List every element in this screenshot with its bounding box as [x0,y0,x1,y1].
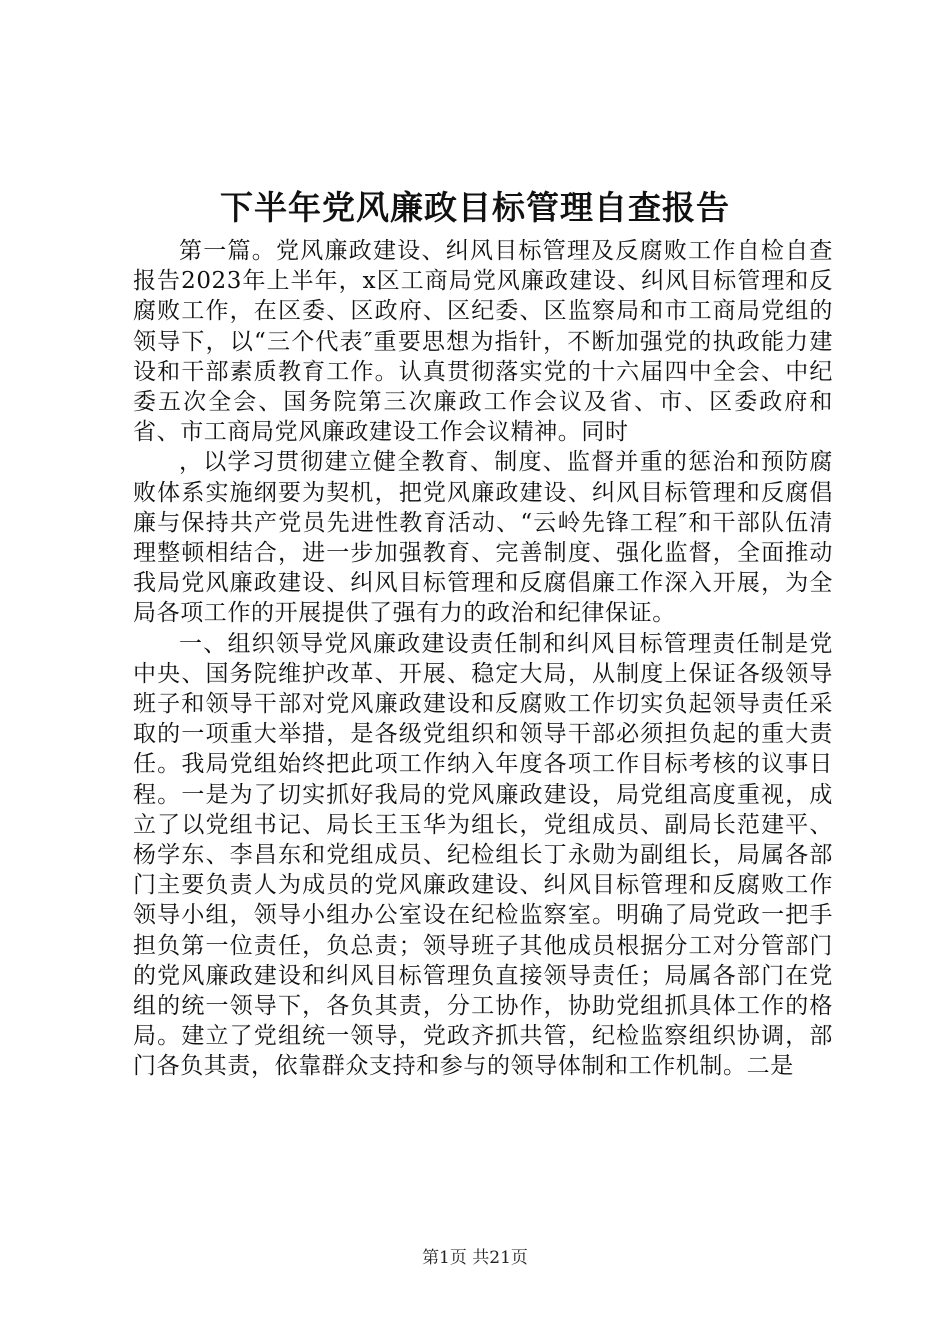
body-paragraph: ，以学习贯彻建立健全教育、制度、监督并重的惩治和预防腐败体系实施纲要为契机，把党风廉政建设、纠风目标管理和反腐倡廉与保持共产党员先进性教育活动、“云岭先锋工程″和干部队伍清理整顿相结合，进一步加强教育、完善制度、强化监督，全面推动我局党风廉政建设、纠风目标管理和反腐倡廉工作深入开展，为全局各项工作的开展提供了强有力的政治和纪律保证。 [133,449,833,627]
document-body [133,236,833,1082]
body-paragraph: 一、组织领导党风廉政建设责任制和纠风目标管理责任制是党中央、国务院维护改革、开展、稳定大局，从制度上保证各级领导班子和领导干部对党风廉政建设和反腐败工作切实负起领导责任采取的一项重大举措，是各级党组织和领导干部必须担负起的重大责任。我局党组始终把此项工作纳入年度各项工作目标考核的议事日程。一是为了切实抓好我局的党风廉政建设，局党组高度重视，成立了以党组书记、局长王玉华为组长，党组成员、副局长范建平、杨学东、李昌东和党组成员、纪检组长丁永勋为副组长，局属各部门主要负责人为成员的党风廉政建设、纠风目标管理和反腐败工作领导小组，领导小组办公室设在纪检监察室。明确了局党政一把手担负第一位责任，负总责；领导班子其他成员根据分工对分管部门的党风廉政建设和纠风目标管理负直接领导责任；局属各部门在党组的统一领导下，各负其责，分工协作，协助党组抓具体工作的格局。建立了党组统一领导，党政齐抓共管，纪检监察组织协调，部门各负其责，依靠群众支持和参与的领导体制和工作机制。二是 [133,630,833,1080]
page-footer-pagination: 第1页 共21页 [422,1248,528,1268]
body-paragraph: 第一篇。党风廉政建设、纠风目标管理及反腐败工作自检自查报告2023年上半年，x区工商局党风廉政建设、纠风目标管理和反腐败工作，在区委、区政府、区纪委、区监察局和市工商局党组的领导下，以“三个代表″重要思想为指针，不断加强党的执政能力建设和干部素质教育工作。认真贯彻落实党的十六届四中全会、中纪委五次全会、国务院第三次廉政工作会议及省、市、区委政府和省、市工商局党风廉政建设工作会议精神。同时 [133,238,833,446]
document-title: 下半年党风廉政目标管理自查报告 [220,188,730,227]
